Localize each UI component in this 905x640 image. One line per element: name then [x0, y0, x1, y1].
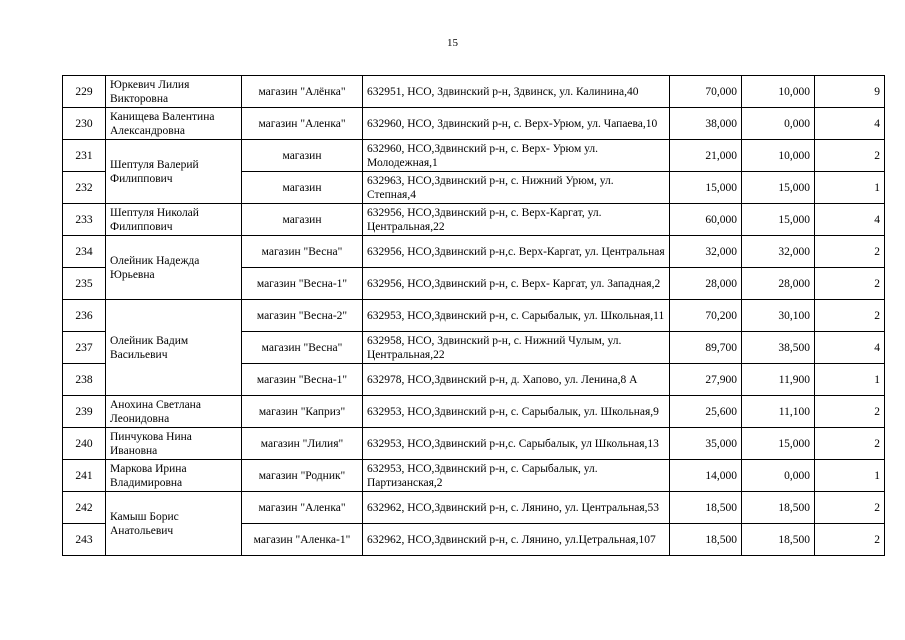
shop-name: магазин "Каприз": [242, 396, 363, 428]
total-area: 70,000: [670, 76, 742, 108]
employee-count: 4: [815, 332, 885, 364]
trade-area: 18,500: [742, 524, 815, 556]
total-area: 27,900: [670, 364, 742, 396]
shop-address: 632962, НСО,Здвинский р-н, с. Лянино, ул. Центральная,53: [363, 492, 670, 524]
row-number: 242: [63, 492, 106, 524]
shop-name: магазин: [242, 172, 363, 204]
employee-count: 2: [815, 524, 885, 556]
shop-name: магазин "Аленка-1": [242, 524, 363, 556]
employee-count: 2: [815, 268, 885, 300]
trade-area: 15,000: [742, 428, 815, 460]
total-area: 15,000: [670, 172, 742, 204]
row-number: 243: [63, 524, 106, 556]
row-number: 235: [63, 268, 106, 300]
row-number: 236: [63, 300, 106, 332]
total-area: 18,500: [670, 492, 742, 524]
table-row: [63, 204, 885, 236]
table-row: [63, 300, 885, 332]
shop-address: 632978, НСО,Здвинский р-н, д. Хапово, ул. Ленина,8 А: [363, 364, 670, 396]
table-row: [63, 428, 885, 460]
trade-area: 18,500: [742, 492, 815, 524]
table-row: [63, 140, 885, 172]
trade-area: 10,000: [742, 76, 815, 108]
trade-area: 10,000: [742, 140, 815, 172]
table-row: [63, 396, 885, 428]
table-row: [63, 236, 885, 268]
shop-name: магазин: [242, 140, 363, 172]
total-area: 70,200: [670, 300, 742, 332]
shop-address: 632962, НСО,Здвинский р-н, с. Лянино, ул.Цетральная,107: [363, 524, 670, 556]
row-number: 237: [63, 332, 106, 364]
total-area: 18,500: [670, 524, 742, 556]
total-area: 21,000: [670, 140, 742, 172]
owner-name: Маркова Ирина Владимировна: [106, 460, 242, 492]
total-area: 89,700: [670, 332, 742, 364]
trade-area: 0,000: [742, 108, 815, 140]
owner-name: Юркевич Лилия Викторовна: [106, 76, 242, 108]
employee-count: 2: [815, 428, 885, 460]
shop-name: магазин "Аленка": [242, 108, 363, 140]
total-area: 28,000: [670, 268, 742, 300]
row-number: 233: [63, 204, 106, 236]
row-number: 231: [63, 140, 106, 172]
owner-name: Камыш Борис Анатольевич: [106, 492, 242, 556]
shop-name: магазин "Весна-2": [242, 300, 363, 332]
row-number: 232: [63, 172, 106, 204]
page-number: 15: [447, 37, 458, 49]
shop-address: 632953, НСО,Здвинский р-н, с. Сарыбалык, ул. Партизанская,2: [363, 460, 670, 492]
total-area: 38,000: [670, 108, 742, 140]
shop-name: магазин "Аленка": [242, 492, 363, 524]
trade-area: 15,000: [742, 204, 815, 236]
owner-name: Пинчукова Нина Ивановна: [106, 428, 242, 460]
total-area: 14,000: [670, 460, 742, 492]
employee-count: 2: [815, 236, 885, 268]
shop-address: 632951, НСО, Здвинский р-н, Здвинск, ул. Калинина,40: [363, 76, 670, 108]
shop-name: магазин: [242, 204, 363, 236]
owner-name: Шептуля Николай Филиппович: [106, 204, 242, 236]
shop-address: 632960, НСО,Здвинский р-н, с. Верх- Урюм ул. Молодежная,1: [363, 140, 670, 172]
total-area: 35,000: [670, 428, 742, 460]
employee-count: 2: [815, 396, 885, 428]
row-number: 241: [63, 460, 106, 492]
total-area: 32,000: [670, 236, 742, 268]
shop-address: 632958, НСО, Здвинский р-н, с. Нижний Чулым, ул. Центральная,22: [363, 332, 670, 364]
shop-name: магазин "Алёнка": [242, 76, 363, 108]
table-row: [63, 108, 885, 140]
row-number: 238: [63, 364, 106, 396]
table-row: [63, 492, 885, 524]
owner-name: Олейник Вадим Васильевич: [106, 300, 242, 396]
trade-area: 15,000: [742, 172, 815, 204]
shop-name: магазин "Весна": [242, 236, 363, 268]
trade-area: 11,100: [742, 396, 815, 428]
table-row: [63, 460, 885, 492]
row-number: 234: [63, 236, 106, 268]
employee-count: 4: [815, 108, 885, 140]
shop-name: магазин "Родник": [242, 460, 363, 492]
shop-address: 632956, НСО,Здвинский р-н, с. Верх-Каргат, ул. Центральная,22: [363, 204, 670, 236]
table-row: [63, 76, 885, 108]
trade-area: 28,000: [742, 268, 815, 300]
trade-area: 38,500: [742, 332, 815, 364]
owner-name: Канищева Валентина Александровна: [106, 108, 242, 140]
total-area: 60,000: [670, 204, 742, 236]
shop-name: магазин "Весна-1": [242, 364, 363, 396]
row-number: 239: [63, 396, 106, 428]
employee-count: 1: [815, 364, 885, 396]
shop-address: 632953, НСО,Здвинский р-н,с. Сарыбалык, ул Школьная,13: [363, 428, 670, 460]
trade-area: 32,000: [742, 236, 815, 268]
trade-area: 0,000: [742, 460, 815, 492]
trade-area: 11,900: [742, 364, 815, 396]
shop-address: 632953, НСО,Здвинский р-н, с. Сарыбалык, ул. Школьная,11: [363, 300, 670, 332]
employee-count: 1: [815, 172, 885, 204]
shop-name: магазин "Весна-1": [242, 268, 363, 300]
shop-name: магазин "Лилия": [242, 428, 363, 460]
employee-count: 2: [815, 492, 885, 524]
row-number: 240: [63, 428, 106, 460]
registry-table: [62, 75, 885, 556]
shop-address: 632956, НСО,Здвинский р-н, с. Верх- Каргат, ул. Западная,2: [363, 268, 670, 300]
shop-address: 632963, НСО,Здвинский р-н, с. Нижний Урюм, ул. Степная,4: [363, 172, 670, 204]
owner-name: Олейник Надежда Юрьевна: [106, 236, 242, 300]
employee-count: 2: [815, 300, 885, 332]
owner-name: Анохина Светлана Леонидовна: [106, 396, 242, 428]
employee-count: 4: [815, 204, 885, 236]
employee-count: 2: [815, 140, 885, 172]
shop-address: 632953, НСО,Здвинский р-н, с. Сарыбалык, ул. Школьная,9: [363, 396, 670, 428]
row-number: 229: [63, 76, 106, 108]
employee-count: 1: [815, 460, 885, 492]
trade-area: 30,100: [742, 300, 815, 332]
row-number: 230: [63, 108, 106, 140]
shop-address: 632960, НСО, Здвинский р-н, с. Верх-Урюм, ул. Чапаева,10: [363, 108, 670, 140]
shop-address: 632956, НСО,Здвинский р-н,с. Верх-Каргат, ул. Центральная: [363, 236, 670, 268]
shop-name: магазин "Весна": [242, 332, 363, 364]
owner-name: Шептуля Валерий Филиппович: [106, 140, 242, 204]
total-area: 25,600: [670, 396, 742, 428]
employee-count: 9: [815, 76, 885, 108]
